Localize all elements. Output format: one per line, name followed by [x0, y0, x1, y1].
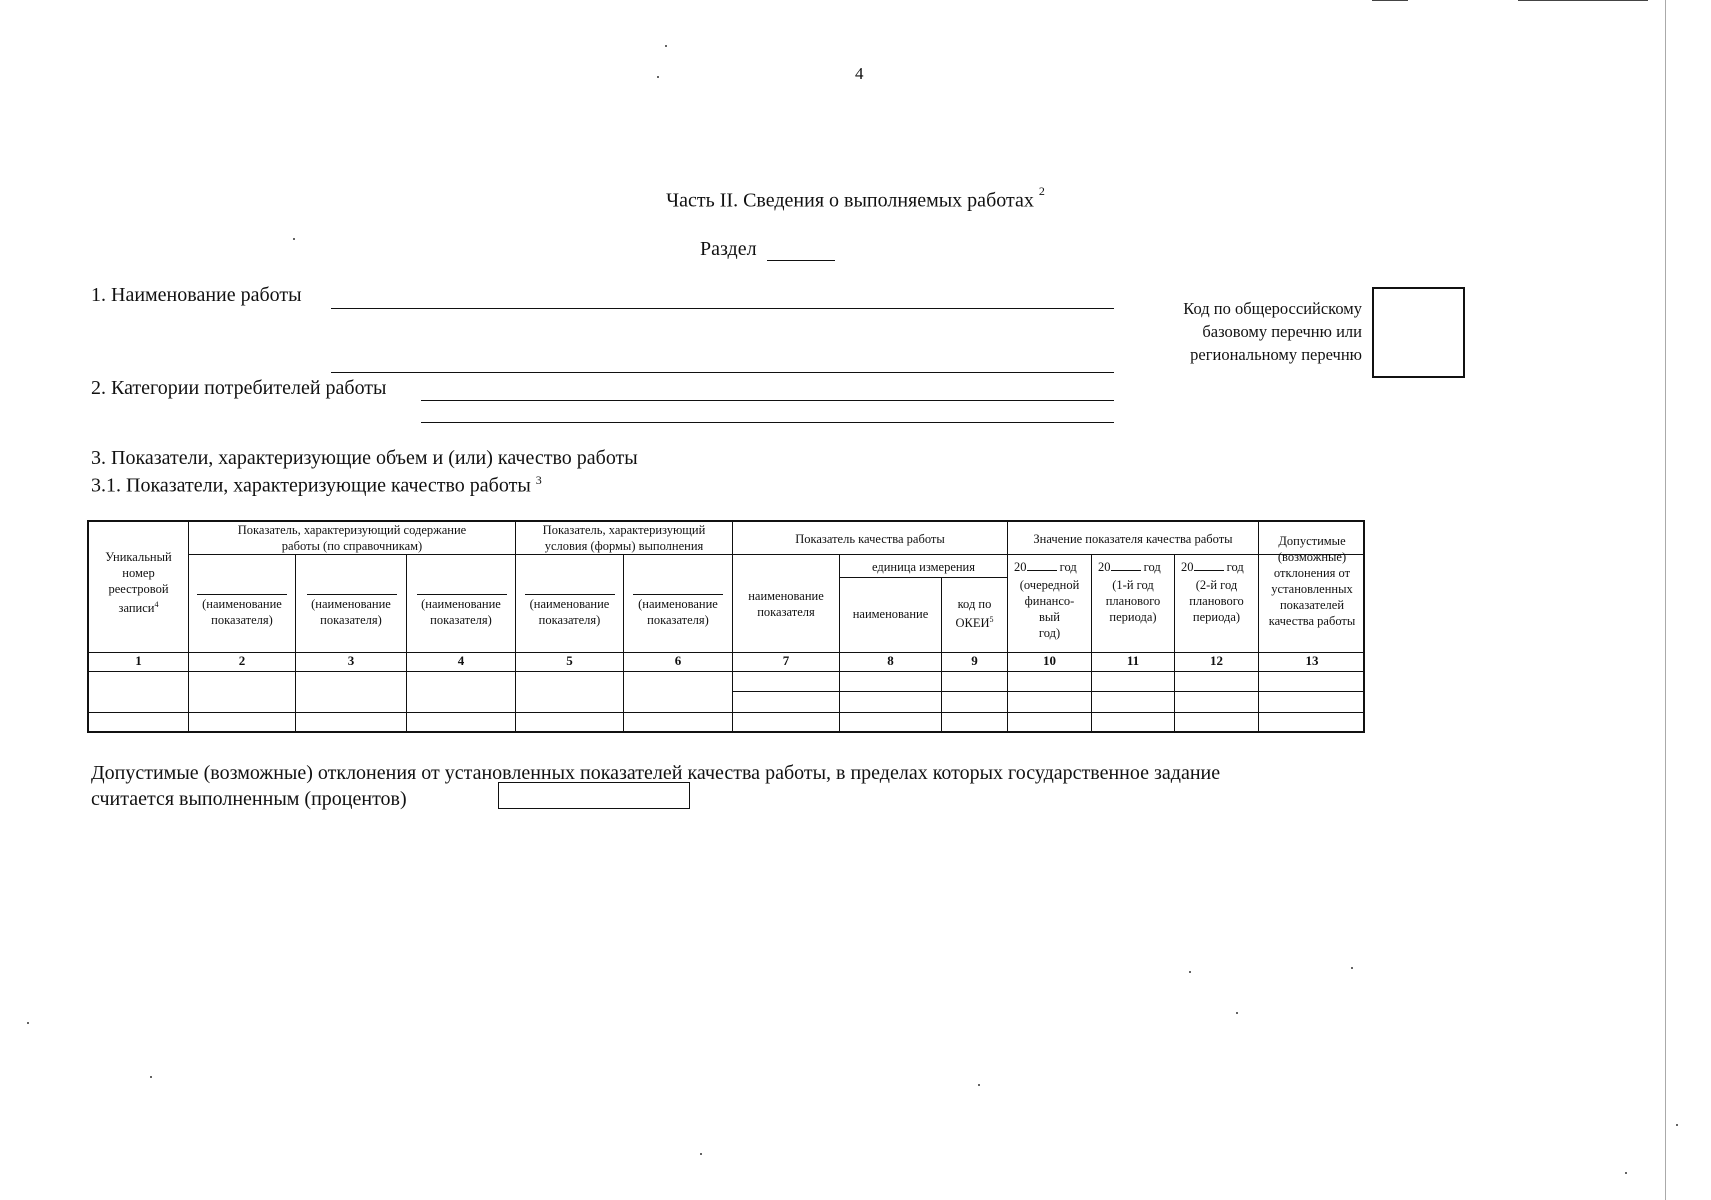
consumer-category-field[interactable] — [421, 400, 1114, 401]
header-text: планового — [1105, 594, 1161, 608]
header-text: установленных — [1271, 582, 1353, 596]
header-text: показателей — [1279, 598, 1345, 612]
caption-text: (наименование — [421, 597, 501, 611]
scan-speck — [700, 1153, 702, 1155]
column-number: 5 — [566, 653, 573, 668]
deviation-percent-field[interactable] — [498, 782, 690, 809]
header-text: показателя — [757, 605, 815, 619]
caption-text: показателя) — [320, 613, 382, 627]
year-prefix: 20 — [1181, 560, 1194, 574]
scan-speck — [27, 1022, 29, 1024]
section-field — [700, 238, 835, 261]
caption-text: показателя) — [211, 613, 273, 627]
scan-speck — [1676, 1124, 1678, 1126]
basic-list-code-label — [1120, 297, 1362, 366]
column-number: 4 — [457, 653, 465, 668]
indicator-name-caption — [407, 596, 515, 628]
year-suffix: год — [1059, 560, 1077, 574]
header-indicator-value: Значение показателя качества работы — [1033, 532, 1233, 546]
caption-text: (наименование — [638, 597, 718, 611]
header-allowed-deviations — [1259, 533, 1365, 629]
scan-speck — [1189, 971, 1191, 973]
consumer-category-label: 2. Категории потребителей работы — [91, 377, 387, 399]
header-text: финансо- — [1024, 594, 1075, 608]
column-number: 11 — [1126, 653, 1140, 668]
scan-speck — [657, 76, 659, 78]
code-label-line: базовому перечню или — [1202, 322, 1362, 341]
scan-speck — [1236, 1012, 1238, 1014]
header-text: отклонения от — [1273, 566, 1351, 580]
caption-text: (наименование — [311, 597, 391, 611]
caption-text: (наименование — [202, 597, 282, 611]
table-rule — [295, 554, 296, 733]
indicator-name-caption — [189, 596, 295, 628]
indicator-name-blank — [307, 594, 397, 595]
scan-edge-mark — [1665, 0, 1666, 1200]
caption-text: показателя) — [538, 613, 601, 627]
scan-edge-mark — [1518, 0, 1648, 1]
header-unit: единица измерения — [871, 560, 975, 574]
header-text: Показатель, характеризующий — [542, 523, 706, 537]
column-number: 7 — [782, 653, 790, 668]
header-text: качества работы — [1268, 614, 1356, 628]
title-text: Часть II. Сведения о выполняемых работах — [666, 189, 1034, 212]
footnote-mark: 4 — [154, 600, 159, 609]
table-rule — [732, 522, 733, 733]
header-text: периода) — [1109, 610, 1157, 624]
table-rule — [839, 554, 840, 733]
section-3-1-footnote: 3 — [535, 473, 542, 487]
year-prefix: 20 — [1014, 560, 1027, 574]
header-text: условия (формы) выполнения — [544, 539, 704, 553]
indicator-name-caption — [296, 596, 406, 628]
column-number: 13 — [1305, 653, 1319, 668]
basic-list-code-box[interactable] — [1372, 287, 1465, 378]
table-rule — [623, 554, 624, 733]
indicator-name-caption — [624, 596, 732, 628]
indicator-name-blank — [417, 594, 507, 595]
note-line: считается выполненным (процентов) — [91, 788, 407, 810]
header-text: наименование — [748, 589, 824, 603]
work-name-field-line2[interactable] — [331, 372, 1114, 373]
year-prefix: 20 — [1098, 560, 1111, 574]
scan-speck — [978, 1084, 980, 1086]
year-blank[interactable] — [1027, 560, 1057, 571]
header-year-plan-2 — [1175, 559, 1258, 625]
header-conditions-indicator — [516, 522, 732, 554]
section-label: Раздел — [700, 238, 757, 260]
header-year-current — [1008, 559, 1091, 641]
header-text — [89, 597, 188, 616]
column-number: 10 — [1043, 653, 1056, 668]
scan-speck — [1625, 1172, 1627, 1174]
column-number: 9 — [971, 653, 978, 668]
work-name-label: 1. Наименование работы — [91, 284, 302, 306]
year-suffix: год — [1143, 560, 1161, 574]
scan-speck — [293, 238, 295, 240]
scan-speck — [665, 45, 667, 47]
allowed-deviation-note — [91, 760, 1391, 812]
indicator-name-blank — [197, 594, 287, 595]
page-number: 4 — [855, 64, 864, 83]
header-text: планового — [1189, 594, 1244, 608]
column-number: 1 — [135, 653, 142, 668]
section-3-1-heading — [91, 473, 542, 498]
column-number: 8 — [887, 653, 894, 668]
column-number: 12 — [1210, 653, 1223, 668]
indicator-name-blank — [525, 594, 615, 595]
header-text: Уникальный — [105, 550, 172, 564]
indicator-name-blank — [633, 594, 723, 595]
footnote-mark: 5 — [989, 615, 994, 624]
code-label-line: региональному перечню — [1190, 345, 1362, 364]
header-year-plan-1 — [1092, 559, 1174, 625]
header-text: (1-й год — [1112, 578, 1154, 592]
note-line: Допустимые (возможные) отклонения от установленных показателей качества работы, в пределах которых государственное задание — [91, 762, 1221, 784]
quality-indicators-table — [87, 520, 1365, 733]
header-text: ОКЕИ — [955, 616, 990, 631]
work-name-field[interactable] — [331, 308, 1114, 309]
header-text: номер — [122, 566, 155, 580]
consumer-category-field-line2[interactable] — [421, 422, 1114, 423]
header-text: Показатель, характеризующий содержание — [237, 523, 467, 537]
column-number: 3 — [347, 653, 355, 668]
header-text: (2-й год — [1195, 578, 1238, 592]
table-rule — [189, 554, 1365, 555]
column-number: 2 — [238, 653, 246, 668]
header-text: год) — [1038, 626, 1061, 640]
table-rule — [406, 554, 407, 733]
section-number-field[interactable] — [767, 242, 835, 261]
header-text: (очередной — [1019, 578, 1080, 592]
section-3-heading: 3. Показатели, характеризующие объем и (или) качество работы — [91, 447, 638, 469]
scan-speck — [150, 1076, 152, 1078]
code-label-line: Код по общероссийскому — [1183, 299, 1362, 318]
header-unique-number — [89, 549, 188, 616]
header-text: вый — [1039, 610, 1060, 624]
header-okei-code — [942, 596, 1007, 631]
scan-speck — [1351, 967, 1353, 969]
header-text: работы (по справочникам) — [281, 539, 423, 553]
table-rule — [839, 577, 1007, 578]
caption-text: показателя) — [647, 613, 709, 627]
caption-text: показателя) — [430, 613, 492, 627]
table-rule — [732, 691, 1365, 692]
header-text: записи — [118, 601, 155, 616]
section-3-1-text: 3.1. Показатели, характеризующие качество работы — [91, 474, 531, 497]
header-text: код по — [957, 597, 992, 611]
header-quality-indicator: Показатель качества работы — [795, 532, 945, 546]
year-blank[interactable] — [1111, 560, 1141, 571]
page-title — [0, 184, 1711, 213]
header-unit-name: наименование — [852, 607, 929, 621]
header-text: (возможные) — [1277, 550, 1347, 564]
header-text: периода) — [1192, 610, 1241, 624]
header-text: Допустимые — [1278, 534, 1346, 548]
scan-edge-mark — [1372, 0, 1408, 1]
column-number: 6 — [674, 653, 682, 668]
caption-text: (наименование — [529, 597, 610, 611]
indicator-name-caption — [516, 596, 623, 628]
header-text: реестровой — [108, 582, 169, 596]
year-suffix: год — [1226, 560, 1244, 574]
title-footnote: 2 — [1038, 184, 1045, 198]
header-content-indicator — [189, 522, 515, 554]
year-blank[interactable] — [1194, 560, 1224, 571]
header-indicator-name — [733, 588, 839, 620]
